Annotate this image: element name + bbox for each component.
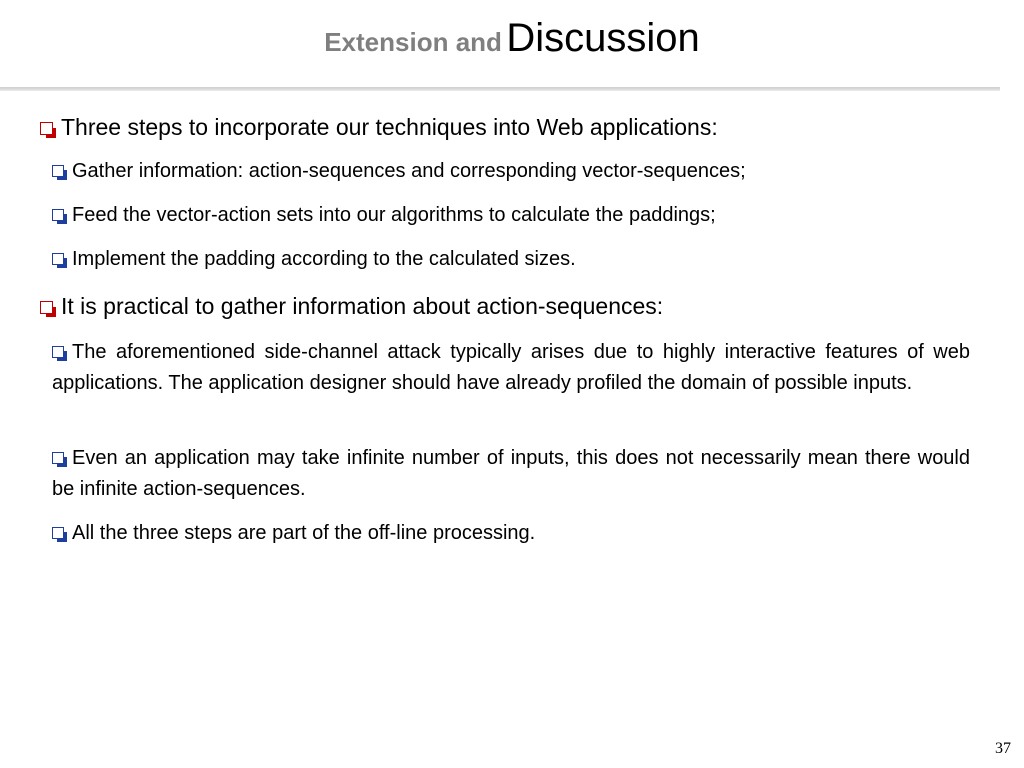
bullet-text: Implement the padding according to the calculated sizes. — [72, 248, 576, 270]
square-bullet-icon — [52, 165, 64, 177]
bullet-text: All the three steps are part of the off-line processing. — [72, 522, 536, 544]
bullet-text: Even an application may take infinite number of inputs, this does not necessarily mean there would be infinite action-sequences. — [52, 447, 970, 500]
square-bullet-icon — [52, 209, 64, 221]
square-bullet-icon — [52, 452, 64, 464]
bullet-text: Gather information: action-sequences and corresponding vector-sequences; — [72, 160, 746, 182]
bullet-item-level2 — [52, 244, 576, 275]
bullet-text: The aforementioned side-channel attack typically arises due to highly interactive features of web applications. The application designer should have already profiled the domain of possible inputs. — [52, 341, 970, 394]
square-bullet-icon — [52, 527, 64, 539]
square-bullet-icon — [40, 301, 53, 314]
title-prefix: Extension and — [324, 27, 502, 57]
page-number: 37 — [995, 740, 1011, 757]
bullet-item-level2 — [52, 518, 535, 549]
bullet-text: Feed the vector-action sets into our algorithms to calculate the paddings; — [72, 204, 716, 226]
square-bullet-icon — [52, 346, 64, 358]
bullet-text: It is practical to gather information about action-sequences: — [61, 293, 664, 319]
bullet-item-level2 — [52, 200, 716, 231]
bullet-item-level2 — [52, 337, 970, 399]
bullet-item-level1 — [40, 113, 718, 141]
bullet-text: Three steps to incorporate our techniques into Web applications: — [61, 114, 718, 140]
bullet-item-level1 — [40, 292, 663, 320]
square-bullet-icon — [52, 253, 64, 265]
bullet-item-level2 — [52, 156, 746, 187]
square-bullet-icon — [40, 122, 53, 135]
title-main: Discussion — [506, 16, 700, 60]
bullet-item-level2 — [52, 443, 970, 505]
